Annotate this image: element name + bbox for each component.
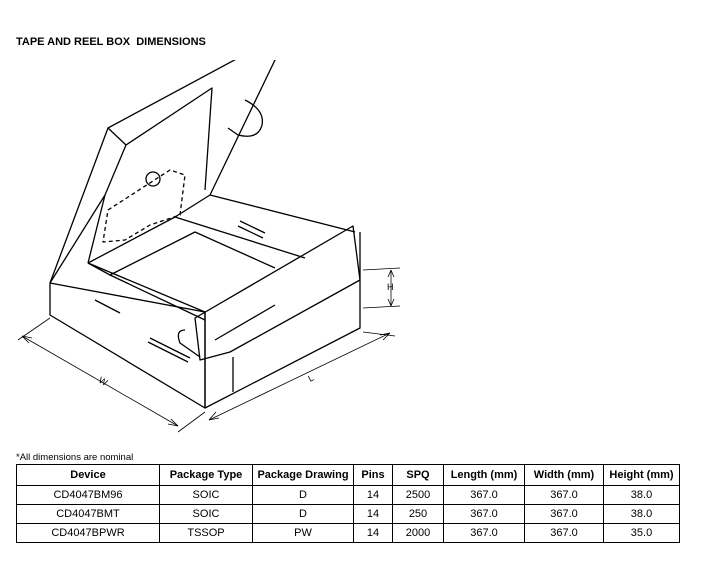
header-length: Length (mm): [444, 465, 525, 486]
header-width: Width (mm): [525, 465, 604, 486]
dimensions-note: *All dimensions are nominal: [16, 452, 134, 463]
cell-device: CD4047BM96: [17, 486, 160, 505]
cell-package-type: SOIC: [160, 486, 253, 505]
cell-height: 38.0: [604, 505, 680, 524]
cell-length: 367.0: [444, 486, 525, 505]
box-side-flap: [195, 226, 360, 360]
header-pins: Pins: [354, 465, 393, 486]
width-label: W: [97, 374, 110, 388]
cell-package-drawing: D: [253, 486, 354, 505]
cell-pins: 14: [354, 505, 393, 524]
cell-pins: 14: [354, 486, 393, 505]
cell-length: 367.0: [444, 505, 525, 524]
cell-spq: 2500: [393, 486, 444, 505]
table-row: [17, 505, 680, 524]
cell-length: 367.0: [444, 524, 525, 543]
header-package-drawing: Package Drawing: [253, 465, 354, 486]
cell-width: 367.0: [525, 524, 604, 543]
table-header-row: [17, 465, 680, 486]
length-label: L: [306, 372, 316, 384]
table-row: [17, 486, 680, 505]
lid-tab: [228, 100, 262, 136]
cell-width: 367.0: [525, 486, 604, 505]
dimensions-table: [16, 464, 680, 543]
height-label: H: [387, 282, 394, 292]
header-height: Height (mm): [604, 465, 680, 486]
page-title: TAPE AND REEL BOX DIMENSIONS: [16, 36, 206, 48]
cell-device: CD4047BMT: [17, 505, 160, 524]
header-spq: SPQ: [393, 465, 444, 486]
header-package-type: Package Type: [160, 465, 253, 486]
cell-pins: 14: [354, 524, 393, 543]
header-device: Device: [17, 465, 160, 486]
cell-package-drawing: PW: [253, 524, 354, 543]
reel-box-drawing: [0, 60, 420, 440]
cell-package-drawing: D: [253, 505, 354, 524]
cell-device: CD4047BPWR: [17, 524, 160, 543]
cell-height: 35.0: [604, 524, 680, 543]
cell-height: 38.0: [604, 486, 680, 505]
cell-width: 367.0: [525, 505, 604, 524]
box-front-right-face: [205, 232, 360, 408]
cell-spq: 2000: [393, 524, 444, 543]
cell-spq: 250: [393, 505, 444, 524]
cell-package-type: TSSOP: [160, 524, 253, 543]
cell-package-type: SOIC: [160, 505, 253, 524]
table-row: [17, 524, 680, 543]
box-lid: [50, 60, 275, 283]
